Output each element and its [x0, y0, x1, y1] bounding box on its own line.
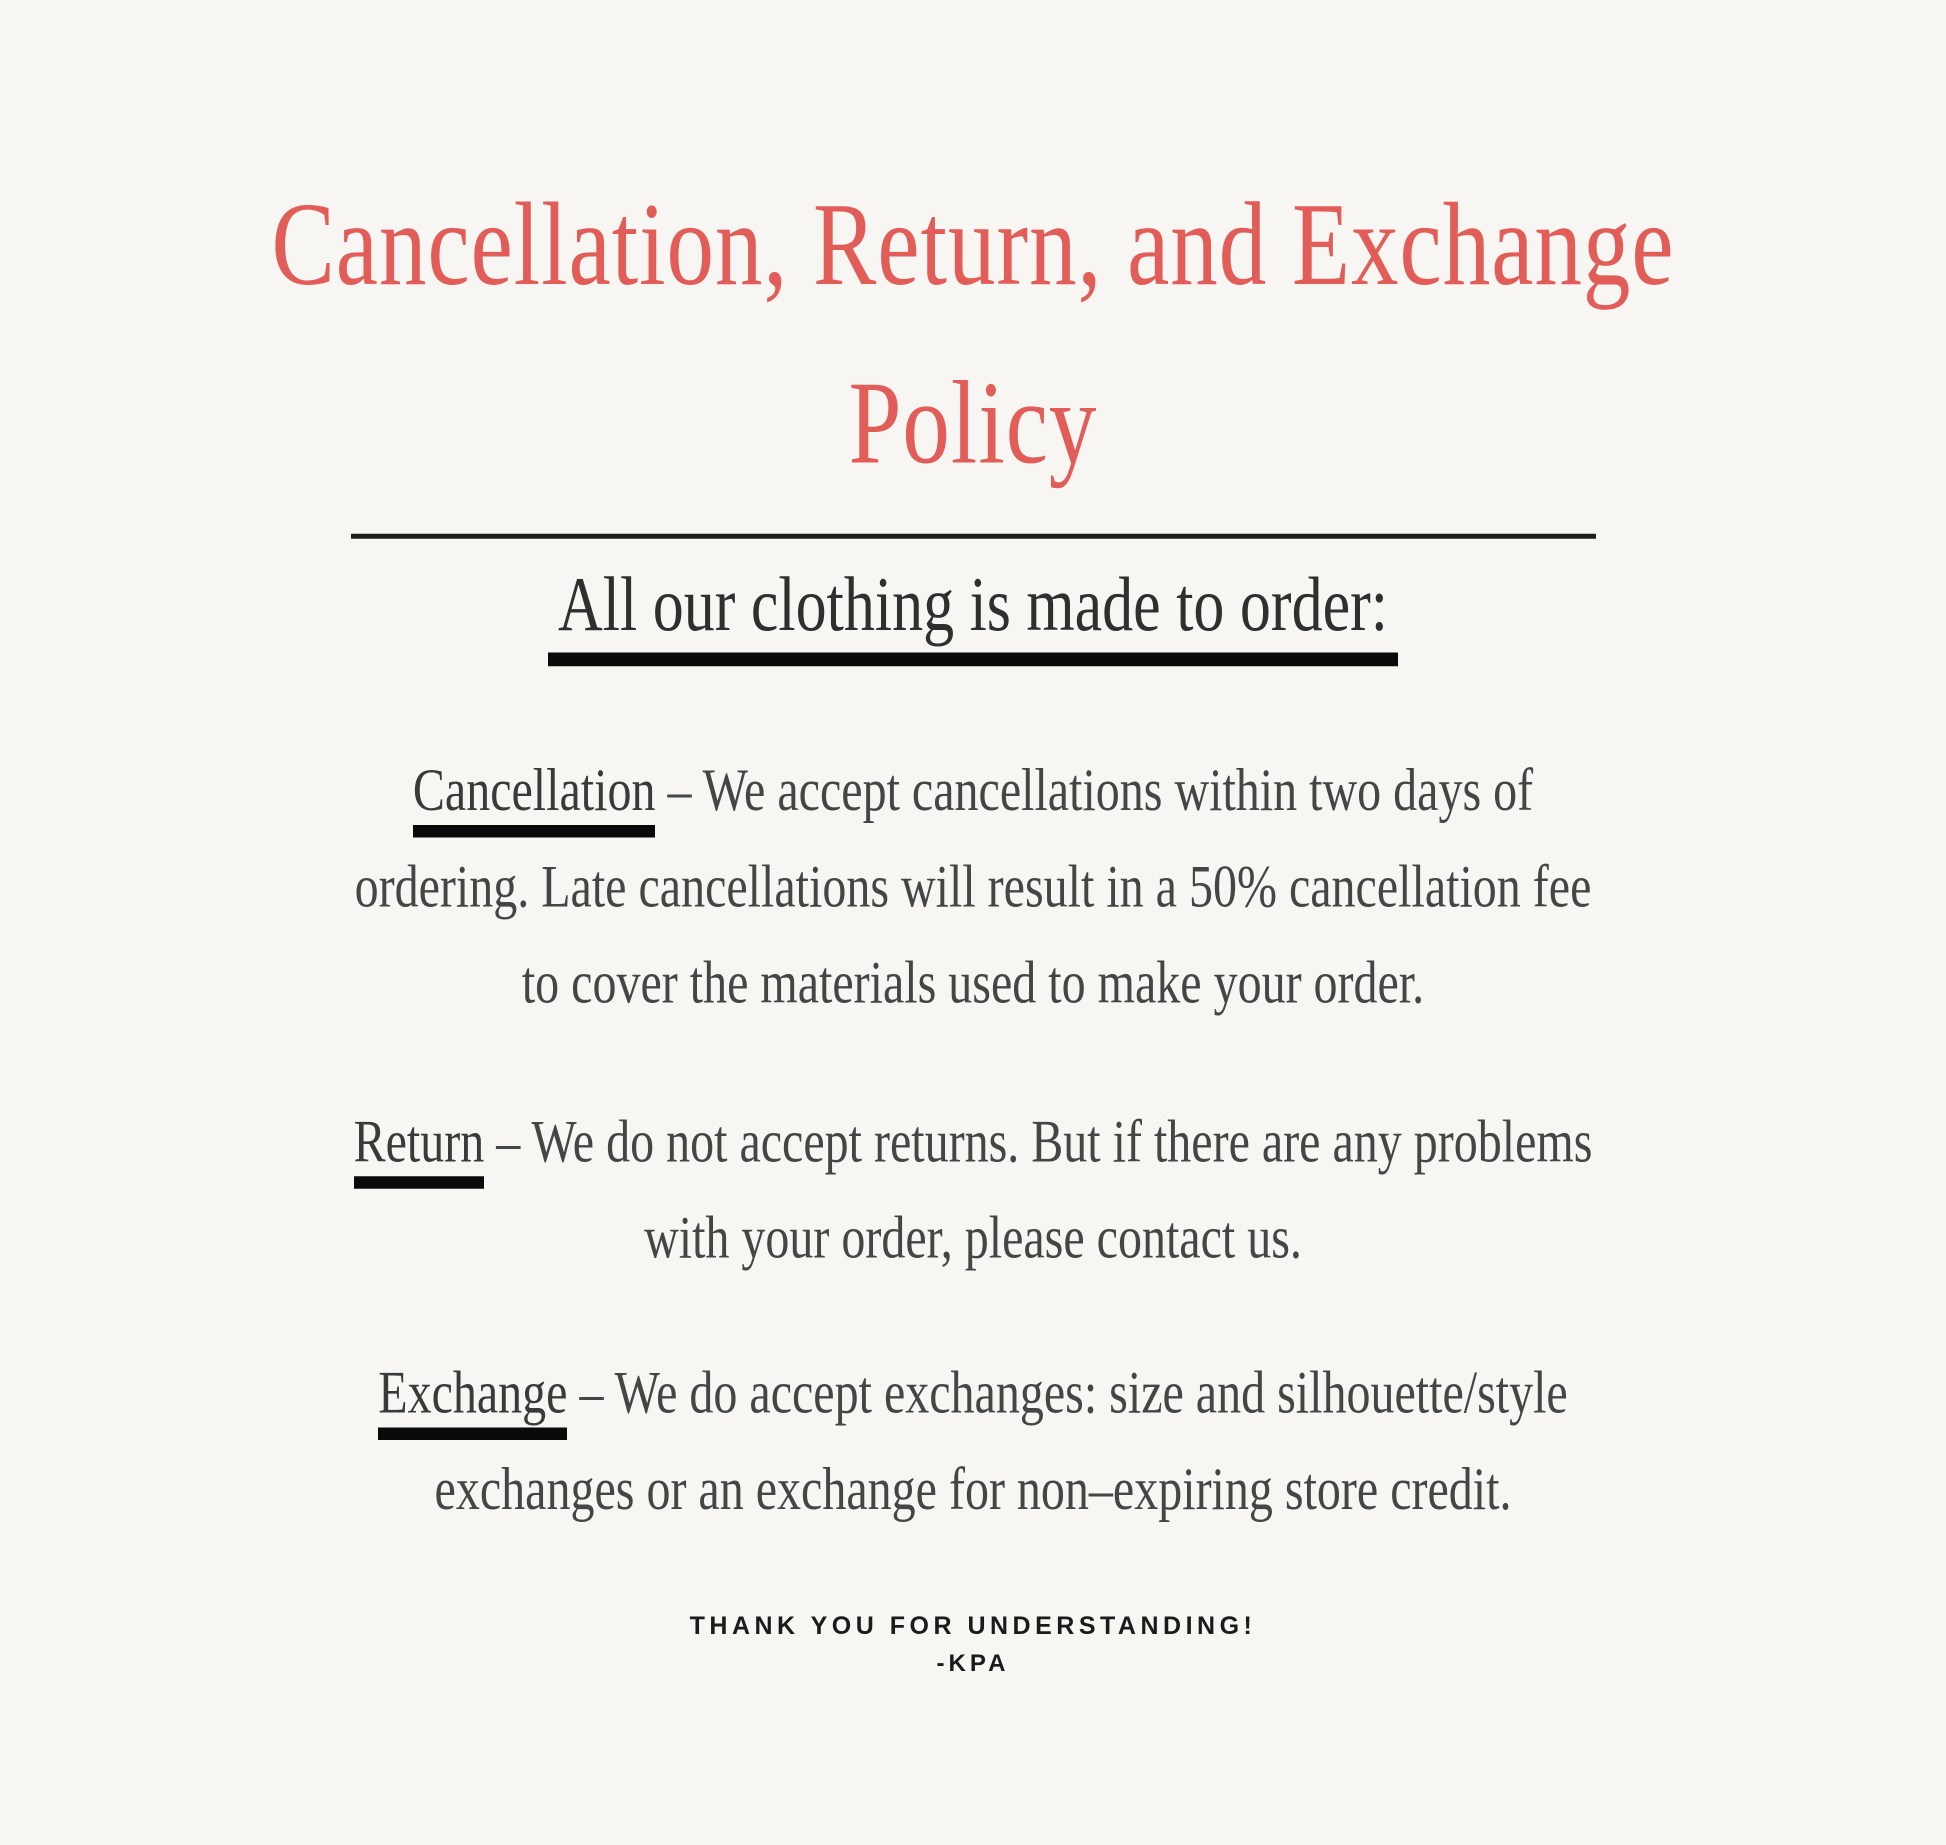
return-dash: – [496, 1108, 521, 1175]
title-line-2: Policy [848, 355, 1098, 489]
return-text-2: with your order, please contact us. [644, 1204, 1302, 1271]
footer-thanks-text: THANK YOU FOR UNDERSTANDING! [689, 1612, 1257, 1640]
return-policy-line-1 [0, 1095, 1946, 1191]
cancellation-keyword: Cancellation [413, 758, 656, 838]
exchange-policy-line-1 [0, 1347, 1946, 1443]
return-keyword: Return [354, 1108, 485, 1188]
exchange-policy [0, 1347, 1946, 1539]
title-divider [351, 534, 1596, 539]
subheading-wrap [0, 559, 1946, 667]
poster-content [0, 155, 1946, 1539]
exchange-dash: – [579, 1360, 604, 1427]
exchange-text-2: exchanges or an exchange for non–expiring store credit. [434, 1456, 1512, 1523]
cancellation-dash: – [667, 757, 692, 825]
cancellation-text-2: ordering. Late cancellations will result in a 50% cancellation fee [354, 853, 1592, 921]
title-line-1: Cancellation, Return, and Exchange [271, 177, 1675, 310]
subheading: All our clothing is made to order: [548, 559, 1398, 667]
return-policy [0, 1095, 1946, 1287]
footer [0, 1612, 1946, 1678]
cancellation-text-3: to cover the materials used to make your order. [521, 949, 1425, 1017]
exchange-text-1: We do accept exchanges: size and silhouette/style [614, 1360, 1568, 1427]
page-title [0, 155, 1946, 511]
return-text-1: We do not accept returns. But if there are any problems [531, 1108, 1593, 1175]
cancellation-policy-line-1 [0, 744, 1946, 840]
cancellation-policy [0, 744, 1946, 1032]
cancellation-text-1: We accept cancellations within two days of [702, 757, 1534, 825]
footer-signature: -KPA [936, 1650, 1010, 1677]
exchange-keyword: Exchange [378, 1360, 567, 1440]
